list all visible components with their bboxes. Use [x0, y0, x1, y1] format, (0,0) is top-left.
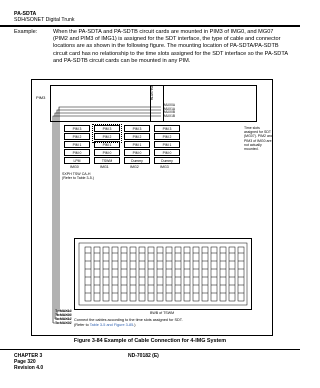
- slot-cell: PIM 1: [154, 141, 180, 148]
- mux-destination: To MUX00: [55, 313, 72, 317]
- mux-destination-list: [55, 309, 72, 325]
- slot-cell: PIM 1: [94, 141, 120, 148]
- mux-connector: MUX1A: [164, 106, 175, 111]
- slot-cell: LPM: [64, 157, 90, 164]
- connect-ref-suffix: .): [133, 322, 136, 327]
- slot-cell: PIM 0: [154, 149, 180, 156]
- img-label: IMG2: [130, 165, 139, 169]
- slot-cell: Dummy: [124, 157, 150, 164]
- footer-page: Page 320: [14, 359, 36, 366]
- pim3-label: PIM3: [36, 95, 46, 100]
- footer-docnum: ND-70182 (E): [128, 353, 159, 359]
- connect-note: Connect the cables according to the time slots assigned for SDT.: [74, 318, 183, 322]
- bwb-connector-pattern: [75, 239, 251, 309]
- connect-note-block: [74, 318, 183, 327]
- bwb-label: BWB of TSWM: [150, 311, 175, 315]
- header-title: PA-SDTA: [14, 11, 37, 17]
- page-header: [14, 11, 74, 23]
- cable-label: SXPH TSW CA-H: [62, 172, 91, 176]
- mux-destination: To MUX02: [55, 321, 72, 325]
- card-label: PA-SDTA: [149, 86, 154, 101]
- footer-chapter: CHAPTER 3: [14, 353, 43, 359]
- connect-ref-line: [74, 323, 183, 328]
- mux-connector: MUX0A: [164, 103, 175, 107]
- footer-rule: [0, 349, 300, 350]
- mux-destination: To MUX10: [55, 309, 72, 313]
- footer-revision: Revision 4.0: [14, 365, 44, 372]
- connect-ref-link[interactable]: Table 3-5 and Figure 3-85: [89, 322, 134, 327]
- slot-cell: PIM 2: [94, 133, 120, 140]
- slot-cell: Dummy: [154, 157, 180, 164]
- mux-destination: To MUX12: [55, 317, 72, 321]
- img-label: IMG3: [160, 165, 169, 169]
- footer-left: [14, 353, 43, 372]
- slot-cell: PIM 1: [124, 141, 150, 148]
- figure-caption: Figure 3-84 Example of Cable Connection for 4-IMG System: [73, 338, 227, 344]
- slot-cell: PIM 0: [64, 149, 90, 156]
- slot-cell: PIM 2: [154, 133, 180, 140]
- slot-cell: TSWM: [94, 157, 120, 164]
- slot-cell: PIM 1: [64, 141, 90, 148]
- header-rule: [0, 25, 300, 27]
- time-slot-note: Time slots assigned for SDT (MG07). PIM2 and PIM3 of IMG0 are not actually mounted.: [244, 126, 273, 152]
- slot-cell: PIM 2: [64, 133, 90, 140]
- header-subtitle: SDH/SONET Digital Trunk: [14, 17, 75, 23]
- mux-connector: MUX1B: [164, 113, 175, 118]
- connect-ref-prefix: (Refer to: [74, 322, 90, 327]
- img-label: IMG1: [100, 165, 109, 169]
- slot-cell: PIM 0: [124, 149, 150, 156]
- slot-cell: PIM 0: [94, 149, 120, 156]
- slot-cell: PIM 3: [94, 125, 120, 132]
- img-label: IMG0: [70, 165, 79, 169]
- mux-connector: MUX0B: [164, 110, 175, 115]
- slot-cell: PIM 2: [124, 133, 150, 140]
- example-label: Example:: [14, 29, 38, 35]
- slot-cell: PIM 3: [124, 125, 150, 132]
- bwb-panel: [74, 238, 252, 310]
- slot-cell: PIM 3: [154, 125, 180, 132]
- example-text: When the PA-SDTA and PA-SDTB circuit cards are mounted in PIM3 of IMG0, and MG07 (PIM2 and PIM3 of IMG1) is assigned for the SDT interface, the type of cable and connector locations are as shown in the following figure. The mounting location of PA-SDTA/PA-SDTB circuit card has no relationship to the time slots assigned for the SDT interface so the PA-SDTA and PA-SDTB circuit cards can be mounted in any PIM.: [53, 29, 288, 64]
- slot-cell: PIM 3: [64, 125, 90, 132]
- cable-ref: (Refer to Table 3-5.): [62, 176, 94, 181]
